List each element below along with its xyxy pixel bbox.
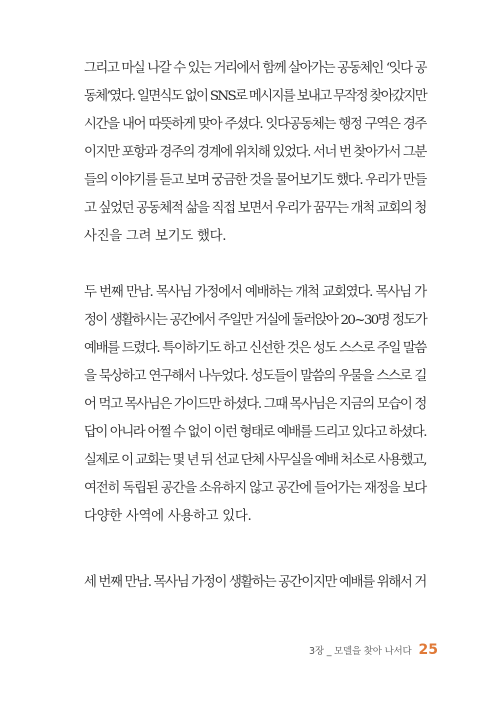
text-line: 답이 아니라 어쩔 수 없이 이런 형태로 예배를 드리고 있다고 하셨다.: [84, 425, 426, 440]
text-line: 두 번째 만남. 목사님 가정에서 예배하는 개척 교회였다. 목사님 가: [84, 285, 426, 300]
text-line: 사진을 그려 보기도 했다.: [84, 229, 227, 244]
page-number: 25: [418, 642, 438, 658]
paragraph-1: [84, 55, 426, 251]
chapter-label: 3장 _ 모델을 찾아 나서다: [309, 646, 412, 657]
text-line: 정이 생활하시는 공간에서 주일만 거실에 둘러앉아 20~30명 정도가: [84, 313, 426, 328]
text-line: 실제로 이 교회는 몇 년 뒤 선교 단체 사무실을 예배 처소로 사용했고,: [84, 453, 426, 468]
text-line: 을 묵상하고 연구해서 나누었다. 성도들이 말씀의 우물을 스스로 길: [84, 369, 426, 384]
text-line: 다양한 사역에 사용하고 있다.: [84, 509, 252, 524]
text-line: 고 싶었던 공동체적 삶을 직접 보면서 우리가 꿈꾸는 개척 교회의 청: [84, 201, 426, 216]
paragraph-2: [84, 279, 426, 531]
text-line: 여전히 독립된 공간을 소유하지 않고 공간에 들어가는 재정을 보다: [84, 481, 426, 496]
text-line: 어 먹고 목사님은 가이드만 하셨다. 그때 목사님은 지금의 모습이 정: [84, 397, 426, 412]
text-line: 그리고 마실 나갈 수 있는 거리에서 함께 살아가는 공동체인 ‘잇다 공: [84, 61, 426, 76]
text-line: 시간을 내어 따뜻하게 맞아 주셨다. 잇다공동체는 행정 구역은 경주: [84, 117, 426, 132]
text-line: 동체’였다. 일면식도 없이 SNS로 메시지를 보내고 무작정 찾아갔지만: [84, 89, 426, 104]
text-line: 예배를 드렸다. 특이하기도 하고 신선한 것은 성도 스스로 주일 말씀: [84, 341, 426, 356]
text-line: 들의 이야기를 듣고 보며 궁금한 것을 물어보기도 했다. 우리가 만들: [84, 173, 426, 188]
paragraph-3: [84, 569, 426, 597]
text-line: 이지만 포항과 경주의 경계에 위치해 있었다. 서너 번 찾아가서 그분: [84, 145, 426, 160]
page-footer: [309, 642, 438, 662]
text-line: 세 번째 만남. 목사님 가정이 생활하는 공간이지만 예배를 위해서 거: [84, 575, 426, 590]
